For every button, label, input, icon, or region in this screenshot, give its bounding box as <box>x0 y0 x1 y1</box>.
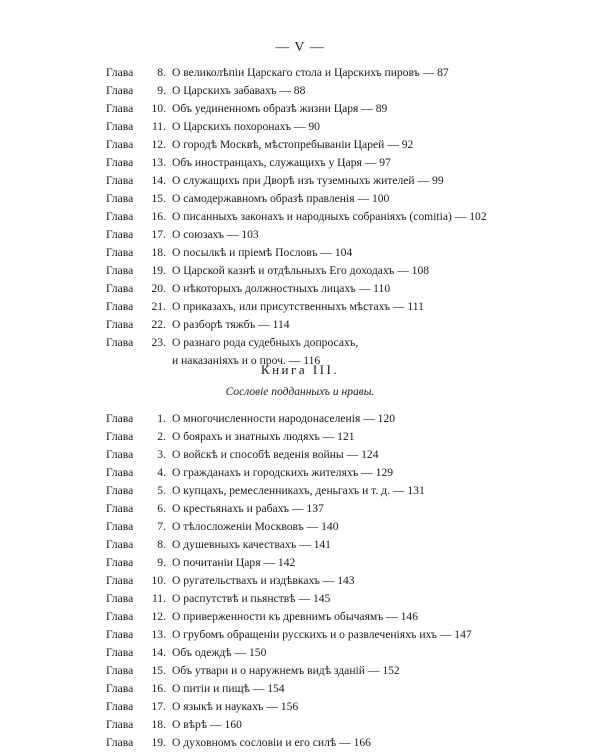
chapter-number: 8. <box>157 66 166 79</box>
chapter-title: О нѣкоторыхъ должностныхъ лицахъ — 110 <box>172 282 391 295</box>
chapter-title: О союзахъ — 103 <box>172 228 259 241</box>
chapter-title: О ругательствахъ и издѣвкахъ — 143 <box>172 574 355 587</box>
chapter-number: 8. <box>157 538 166 551</box>
chapter-number: 18. <box>151 246 166 259</box>
book-subtitle: Сословіе подданныхъ и нравы. <box>225 386 375 398</box>
chapter-title: О тѣлосложеніи Москвовъ — 140 <box>172 520 339 533</box>
chapter-title: О распутствѣ и пьянствѣ — 145 <box>172 592 331 605</box>
chapter-title: О вѣрѣ — 160 <box>172 718 242 731</box>
chapter-title: О душевныхъ качествахъ — 141 <box>172 538 331 551</box>
chapter-entry <box>106 500 506 518</box>
chapter-number: 14. <box>151 646 166 659</box>
chapter-entry <box>106 208 506 226</box>
chapter-title-continuation: и наказаніяхъ и о проч. — 116 <box>172 354 321 367</box>
chapter-title: Объ уединенномъ образѣ жизни Царя — 89 <box>172 102 388 115</box>
chapter-label: Глава <box>106 246 134 259</box>
chapter-label: Глава <box>106 318 134 331</box>
chapter-label: Глава <box>106 718 134 731</box>
chapter-number: 15. <box>151 664 166 677</box>
chapter-title: О духовномъ сословіи и его силѣ — 166 <box>172 736 371 749</box>
chapter-number: 10. <box>151 574 166 587</box>
chapter-label: Глава <box>106 264 134 277</box>
chapter-label: Глава <box>106 610 134 623</box>
chapter-entry <box>106 280 506 298</box>
chapter-number: 9. <box>157 84 166 97</box>
page-number: — V — <box>275 40 325 55</box>
chapter-number: 1. <box>157 412 166 425</box>
chapter-number: 20. <box>151 282 166 295</box>
chapter-entry <box>106 136 506 154</box>
chapter-label: Глава <box>106 412 134 425</box>
chapter-title: О служащихъ при Дворѣ изъ туземныхъ жителей — 99 <box>172 174 444 187</box>
chapter-label: Глава <box>106 646 134 659</box>
chapter-entry <box>106 734 506 752</box>
chapter-title: О Царскихъ забавахъ — 88 <box>172 84 306 97</box>
chapter-label: Глава <box>106 448 134 461</box>
chapter-title: О посылкѣ и пріемѣ Пословъ — 104 <box>172 246 353 259</box>
chapter-label: Глава <box>106 520 134 533</box>
chapter-number: 14. <box>151 174 166 187</box>
chapter-entry <box>106 298 506 316</box>
chapter-entry <box>106 644 506 662</box>
chapter-number: 12. <box>151 610 166 623</box>
table-of-contents-book-2 <box>106 64 506 370</box>
chapter-number: 22. <box>151 318 166 331</box>
chapter-label: Глава <box>106 430 134 443</box>
chapter-title: О Царской казнѣ и отдѣльныхъ Его доходахъ — 108 <box>172 264 430 277</box>
chapter-entry <box>106 64 506 82</box>
chapter-label: Глава <box>106 682 134 695</box>
chapter-entry <box>106 518 506 536</box>
chapter-label: Глава <box>106 484 134 497</box>
chapter-entry <box>106 428 506 446</box>
chapter-number: 13. <box>151 628 166 641</box>
chapter-number: 3. <box>157 448 166 461</box>
chapter-label: Глава <box>106 502 134 515</box>
chapter-number: 12. <box>151 138 166 151</box>
chapter-title: О гражданахъ и городскихъ жителяхъ — 129 <box>172 466 394 479</box>
chapter-label: Глава <box>106 336 134 349</box>
chapter-number: 11. <box>151 592 166 605</box>
chapter-entry <box>106 172 506 190</box>
chapter-entry <box>106 334 506 352</box>
chapter-label: Глава <box>106 228 134 241</box>
chapter-label: Глава <box>106 102 134 115</box>
chapter-title: О городѣ Москвѣ, мѣстопребываніи Царей — 92 <box>172 138 414 151</box>
chapter-entry <box>106 226 506 244</box>
chapter-number: 13. <box>151 156 166 169</box>
chapter-label: Глава <box>106 192 134 205</box>
chapter-entry <box>106 262 506 280</box>
chapter-title: Объ утвари и о наружнемъ видѣ зданій — 152 <box>172 664 400 677</box>
chapter-label: Глава <box>106 84 134 97</box>
chapter-number: 23. <box>151 336 166 349</box>
chapter-number: 18. <box>151 718 166 731</box>
chapter-entry <box>106 698 506 716</box>
chapter-title: О разнаго рода судебныхъ допросахъ, <box>172 336 359 349</box>
chapter-number: 6. <box>157 502 166 515</box>
chapter-entry <box>106 100 506 118</box>
book-title: Книга III. <box>260 362 340 377</box>
chapter-label: Глава <box>106 664 134 677</box>
chapter-title: О разборѣ тяжбъ — 114 <box>172 318 290 331</box>
chapter-number: 15. <box>151 192 166 205</box>
chapter-label: Глава <box>106 736 134 749</box>
chapter-entry <box>106 244 506 262</box>
chapter-entry <box>106 190 506 208</box>
chapter-title: О войскѣ и способѣ веденія войны — 124 <box>172 448 379 461</box>
chapter-entry <box>106 608 506 626</box>
chapter-label: Глава <box>106 120 134 133</box>
chapter-label: Глава <box>106 174 134 187</box>
chapter-label: Глава <box>106 66 134 79</box>
chapter-entry <box>106 446 506 464</box>
chapter-title: О питіи и пищѣ — 154 <box>172 682 285 695</box>
chapter-number: 17. <box>151 700 166 713</box>
chapter-entry <box>106 410 506 428</box>
chapter-entry <box>106 572 506 590</box>
chapter-label: Глава <box>106 466 134 479</box>
chapter-entry <box>106 554 506 572</box>
chapter-entry <box>106 82 506 100</box>
chapter-label: Глава <box>106 700 134 713</box>
chapter-title: Объ иностранцахъ, служащихъ у Царя — 97 <box>172 156 391 169</box>
chapter-entry <box>106 680 506 698</box>
chapter-number: 9. <box>157 556 166 569</box>
chapter-label: Глава <box>106 156 134 169</box>
chapter-number: 21. <box>151 300 166 313</box>
chapter-title: О самодержавномъ образѣ правленія — 100 <box>172 192 390 205</box>
chapter-number: 17. <box>151 228 166 241</box>
chapter-number: 19. <box>151 264 166 277</box>
chapter-number: 10. <box>151 102 166 115</box>
chapter-title: О крестьянахъ и рабахъ — 137 <box>172 502 324 515</box>
chapter-title: О великолѣпіи Царскаго стола и Царскихъ пировъ — 87 <box>172 66 449 79</box>
chapter-entry <box>106 118 506 136</box>
chapter-label: Глава <box>106 210 134 223</box>
chapter-entry <box>106 154 506 172</box>
chapter-number: 7. <box>157 520 166 533</box>
chapter-title: О почитаніи Царя — 142 <box>172 556 296 569</box>
chapter-title: Объ одеждѣ — 150 <box>172 646 267 659</box>
chapter-title: О боярахъ и знатныхъ людяхъ — 121 <box>172 430 355 443</box>
chapter-entry <box>106 482 506 500</box>
chapter-label: Глава <box>106 282 134 295</box>
chapter-entry <box>106 536 506 554</box>
chapter-number: 4. <box>157 466 166 479</box>
chapter-title: О купцахъ, ремесленникахъ, деньгахъ и т. д. — 131 <box>172 484 425 497</box>
chapter-label: Глава <box>106 628 134 641</box>
chapter-title: О приказахъ, или присутственныхъ мѣстахъ — 111 <box>172 300 424 313</box>
chapter-number: 5. <box>157 484 166 497</box>
chapter-title: О многочисленности народонаселенія — 120 <box>172 412 396 425</box>
chapter-label: Глава <box>106 138 134 151</box>
chapter-number: 19. <box>151 736 166 749</box>
chapter-number: 16. <box>151 210 166 223</box>
table-of-contents-book-3 <box>106 410 506 752</box>
chapter-title: О писанныхъ законахъ и народныхъ собраніяхъ (comitia) — 102 <box>172 210 487 223</box>
chapter-label: Глава <box>106 574 134 587</box>
chapter-label: Глава <box>106 300 134 313</box>
chapter-entry <box>106 716 506 734</box>
chapter-entry <box>106 316 506 334</box>
chapter-number: 16. <box>151 682 166 695</box>
chapter-entry <box>106 590 506 608</box>
chapter-entry <box>106 626 506 644</box>
chapter-number: 11. <box>151 120 166 133</box>
chapter-number: 2. <box>157 430 166 443</box>
chapter-entry <box>106 662 506 680</box>
chapter-label: Глава <box>106 556 134 569</box>
chapter-title: О приверженности къ древнимъ обычаямъ — 146 <box>172 610 419 623</box>
chapter-title: О языкѣ и наукахъ — 156 <box>172 700 299 713</box>
chapter-entry <box>106 464 506 482</box>
chapter-title: О грубомъ обращеніи русскихъ и о развлеченіяхъ ихъ — 147 <box>172 628 472 641</box>
chapter-label: Глава <box>106 538 134 551</box>
chapter-label: Глава <box>106 592 134 605</box>
chapter-title: О Царскихъ похоронахъ — 90 <box>172 120 320 133</box>
